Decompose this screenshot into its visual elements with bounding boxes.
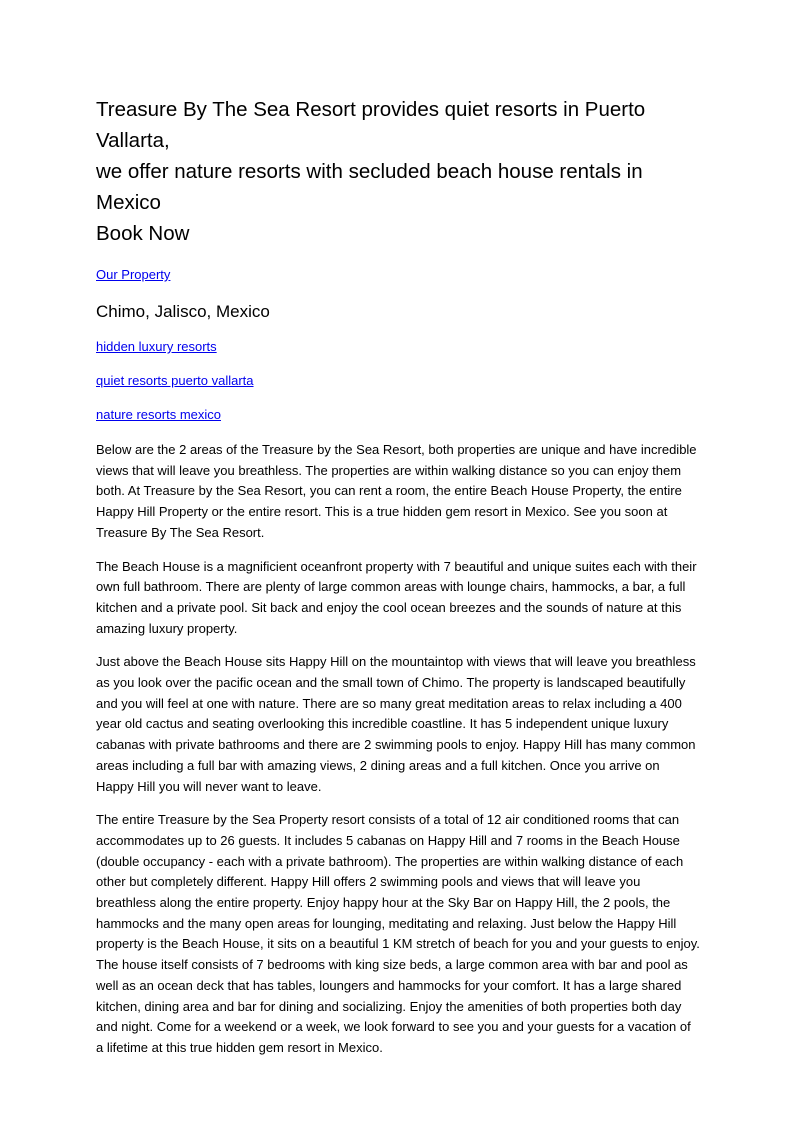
- nature-resorts-mexico-link[interactable]: nature resorts mexico: [96, 407, 221, 422]
- beach-house-paragraph: The Beach House is a magnificient oceanfront property with 7 beautiful and unique suites each with their own full bathroom. There are plenty of large common areas with lounge chairs, hammocks, a bar, a full kitchen and a private pool. Sit back and enjoy the cool ocean breezes and the sounds of nature at this amazing luxury property.: [96, 558, 697, 636]
- page-title-line-3: Book Now: [96, 222, 190, 245]
- our-property-link[interactable]: Our Property: [96, 267, 171, 282]
- entire-resort-paragraph: The entire Treasure by the Sea Property resort consists of a total of 12 air conditioned rooms that can accommodates up to 26 guests. It includes 5 cabanas on Happy Hill and 7 rooms in the Beach House (double occupancy - each with a private bathroom). The properties are within walking distance of each other but completely different. Happy Hill offers 2 swimming pools and views that will leave you breathless along the entire property. Enjoy happy hour at the Sky Bar on Happy Hill, the 2 pools, the hammocks and the many open areas for lounging, meditating and relaxing. Just below the Happy Hill property is the Beach House, it sits on a beautiful 1 KM stretch of beach for you and your guests to enjoy. The house itself consists of 7 bedrooms with king size beds, a large common area with bar and pool as well as an ocean deck that has tables, loungers and hammocks for your comfort. It has a large shared kitchen, dining area and bar for dining and socializing. Enjoy the amenities of both properties both day and night. Come for a weekend or a week, we look forward to see you and your guests for a vacation of a lifetime at this true hidden gem resort in Mexico.: [96, 812, 700, 1055]
- happy-hill-paragraph: Just above the Beach House sits Happy Hill on the mountaintop with views that will leave you breathless as you look over the pacific ocean and the small town of Chimo. The property is landscaped beautifully and you will feel at one with nature. There are so many great meditation areas to relax including a 400 year old cactus and seating overlooking this incredible coastline. It has 5 independent unique luxury cabanas with private bathrooms and there are 2 swimming pools to enjoy. Happy Hill has many common areas including a full bar with amazing views, 2 dining areas and a full kitchen. Once you arrive on Happy Hill you will never want to leave.: [96, 654, 696, 794]
- location-heading: Chimo, Jalisco, Mexico: [96, 302, 270, 321]
- page-title-line-2: we offer nature resorts with secluded beach house rentals in Mexico: [96, 160, 643, 214]
- quiet-resorts-puerto-vallarta-link[interactable]: quiet resorts puerto vallarta: [96, 373, 254, 388]
- document-page: [96, 94, 700, 1072]
- intro-paragraph: Below are the 2 areas of the Treasure by the Sea Resort, both properties are unique and have incredible views that will leave you breathless. The properties are within walking distance so you can enjoy them both. At Treasure by the Sea Resort, you can rent a room, the entire Beach House Property, the entire Happy Hill Property or the entire resort. This is a true hidden gem resort in Mexico. See you soon at Treasure By The Sea Resort.: [96, 442, 697, 540]
- hidden-luxury-resorts-link[interactable]: hidden luxury resorts: [96, 339, 217, 354]
- page-title-line-1: Treasure By The Sea Resort provides quiet resorts in Puerto Vallarta,: [96, 98, 646, 152]
- page-title: [96, 94, 700, 249]
